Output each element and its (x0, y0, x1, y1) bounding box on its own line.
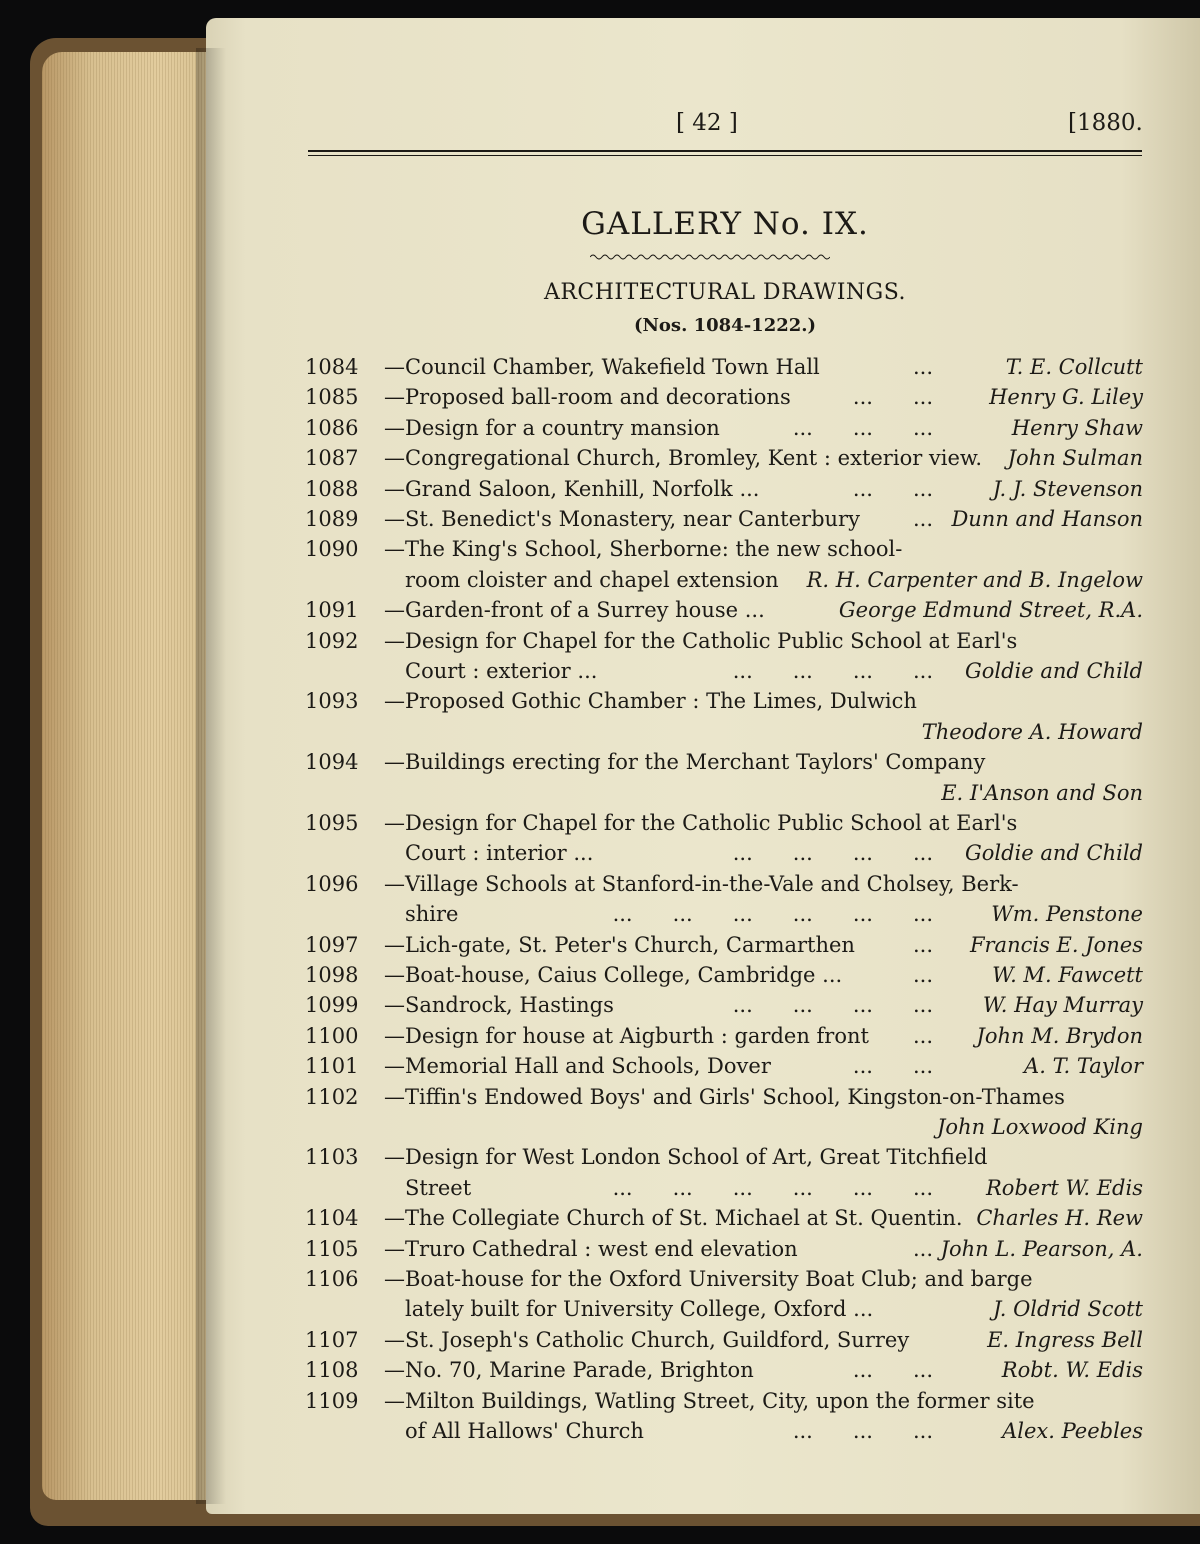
entry-artist: Henry G. Liley (989, 385, 1143, 409)
entry-artist: John M. Brydon (976, 1024, 1143, 1048)
entry-title: —Lich-gate, St. Peter's Church, Carmarthen (384, 933, 855, 957)
catalogue-entry-line (305, 717, 1143, 747)
entry-title: —Design for West London School of Art, Great Titchfield (384, 1145, 988, 1169)
entry-title: —Memorial Hall and Schools, Dover (384, 1054, 771, 1078)
entry-title: —Truro Cathedral : west end elevation (384, 1237, 798, 1261)
entry-artist: W. M. Fawcett (992, 963, 1143, 987)
entry-title: of All Hallows' Church (405, 1419, 644, 1443)
catalogue-entry-line (305, 413, 1143, 443)
entry-title: Court : interior ... (405, 841, 594, 865)
entry-number: 1101 (305, 1054, 359, 1078)
catalogue-entry-line (305, 595, 1143, 625)
entry-number: 1100 (305, 1024, 359, 1048)
gallery-title: GALLERY No. IX. (581, 206, 869, 242)
entry-artist: Alex. Peebles (1002, 1419, 1143, 1443)
catalogue-entry-line (305, 1234, 1143, 1264)
entry-title: —St. Benedict's Monastery, near Canterbury (384, 507, 860, 531)
entry-artist: R. H. Carpenter and B. Ingelow (806, 568, 1143, 592)
entry-title: —Garden-front of a Surrey house ... (384, 598, 765, 622)
leader-dots: ... (912, 963, 933, 987)
entry-number: 1093 (305, 689, 359, 713)
entry-number: 1109 (305, 1389, 359, 1413)
entry-artist: A. T. Taylor (1024, 1054, 1143, 1078)
entry-number: 1106 (305, 1267, 359, 1291)
entry-title: —Design for a country mansion (384, 416, 720, 440)
entry-artist: Robert W. Edis (985, 1176, 1143, 1200)
catalogue-entry-line (305, 1051, 1143, 1081)
entry-artist: John Sulman (1007, 446, 1143, 470)
entry-number: 1084 (305, 355, 359, 379)
leader-dots: ... ... (852, 477, 933, 501)
entry-number: 1104 (305, 1206, 359, 1230)
catalogue-entry-line (305, 686, 1143, 716)
entry-title: —The Collegiate Church of St. Michael at St. Quentin. (384, 1206, 963, 1230)
entry-artist: E. I'Anson and Son (941, 781, 1143, 805)
catalogue-entry-line (305, 626, 1143, 656)
entry-title: —Tiffin's Endowed Boys' and Girls' School, Kingston-on-Thames (384, 1085, 1065, 1109)
catalogue-entry-line (305, 1173, 1143, 1203)
entry-title: Court : exterior ... (405, 659, 598, 683)
entry-artist: George Edmund Street, R.A. (838, 598, 1143, 622)
entry-number: 1096 (305, 872, 359, 896)
entry-number: 1094 (305, 750, 359, 774)
leader-dots: ... (912, 933, 933, 957)
leader-dots: ... (912, 1024, 933, 1048)
entry-number: 1098 (305, 963, 359, 987)
entry-number: 1087 (305, 446, 359, 470)
entry-artist: Theodore A. Howard (921, 720, 1143, 744)
entry-artist: Goldie and Child (964, 659, 1143, 683)
catalogue-entry-line (305, 443, 1143, 473)
catalogue-entry-line (305, 1142, 1143, 1172)
entry-artist: Francis E. Jones (969, 933, 1143, 957)
catalogue-entry-line (305, 808, 1143, 838)
page-year: [1880. (1068, 110, 1143, 136)
entry-number: 1102 (305, 1085, 359, 1109)
entry-number: 1105 (305, 1237, 359, 1261)
leader-dots: ... ... ... ... (732, 993, 933, 1017)
catalogue-entry-line (305, 1355, 1143, 1385)
entry-artist: Wm. Penstone (991, 902, 1143, 926)
leader-dots: ... (912, 1237, 933, 1261)
entry-title: —Milton Buildings, Watling Street, City, upon the former site (384, 1389, 1035, 1413)
catalogue-entry-line (305, 1294, 1143, 1324)
entry-artist: Henry Shaw (1011, 416, 1143, 440)
entry-number: 1091 (305, 598, 359, 622)
entry-artist: Dunn and Hanson (951, 507, 1143, 531)
catalogue-entry-line (305, 1203, 1143, 1233)
entry-title: —Proposed ball-room and decorations (384, 385, 791, 409)
catalogue-entry-line (305, 565, 1143, 595)
entry-title: Street (405, 1176, 472, 1200)
entry-title: —Boat-house, Caius College, Cambridge ... (384, 963, 843, 987)
leader-dots: ... ... (852, 385, 933, 409)
entry-number: 1089 (305, 507, 359, 531)
entry-title: shire (405, 902, 459, 926)
leader-dots: ... (912, 507, 933, 531)
leader-dots: ... ... ... ... ... ... (612, 1176, 933, 1200)
entry-number: 1107 (305, 1328, 359, 1352)
leader-dots: ... ... ... (792, 416, 933, 440)
leader-dots: ... ... ... ... (732, 659, 933, 683)
entry-title: —Village Schools at Stanford-in-the-Vale and Cholsey, Berk- (384, 872, 1019, 896)
catalogue-entry-line (305, 930, 1143, 960)
entry-title: lately built for University College, Oxford ... (405, 1297, 874, 1321)
entry-title: —Design for Chapel for the Catholic Public School at Earl's (384, 629, 1018, 653)
entry-artist: W. Hay Murray (982, 993, 1143, 1017)
catalogue-entry-line (305, 778, 1143, 808)
entry-artist: E. Ingress Bell (987, 1328, 1143, 1352)
catalogue-range: (Nos. 1084-1222.) (633, 315, 817, 336)
entry-artist: Goldie and Child (964, 841, 1143, 865)
entry-number: 1090 (305, 537, 359, 561)
leader-dots: ... ... ... ... ... ... (612, 902, 933, 926)
wavy-divider (590, 252, 830, 262)
entry-artist: John Loxwood King (937, 1115, 1143, 1139)
entry-artist: John L. Pearson, A. (940, 1237, 1143, 1261)
entry-artist: J. J. Stevenson (992, 477, 1143, 501)
catalogue-entry-line (305, 990, 1143, 1020)
catalogue-entry-line (305, 352, 1143, 382)
leader-dots: ... ... (852, 1358, 933, 1382)
section-subtitle: ARCHITECTURAL DRAWINGS. (543, 280, 907, 305)
entry-number: 1092 (305, 629, 359, 653)
catalogue-entry-line (305, 504, 1143, 534)
entry-artist: T. E. Collcutt (1005, 355, 1143, 379)
leader-dots: ... (912, 355, 933, 379)
catalogue-entry-line (305, 1264, 1143, 1294)
entry-number: 1108 (305, 1358, 359, 1382)
entry-title: —The King's School, Sherborne: the new school- (384, 537, 903, 561)
catalogue-entry-line (305, 838, 1143, 868)
header-rule-thin (308, 155, 1142, 156)
entry-title: —St. Joseph's Catholic Church, Guildford, Surrey (384, 1328, 910, 1352)
leader-dots: ... ... ... ... (732, 841, 933, 865)
catalogue-entry-line (305, 1082, 1143, 1112)
catalogue-entry-line (305, 534, 1143, 564)
entry-number: 1103 (305, 1145, 359, 1169)
entry-title: —Proposed Gothic Chamber : The Limes, Dulwich (384, 689, 917, 713)
leader-dots: ... ... ... (792, 1419, 933, 1443)
catalogue-entry-line (305, 474, 1143, 504)
page-edges (42, 52, 208, 1500)
catalogue-entry-line (305, 1386, 1143, 1416)
entry-title: —Buildings erecting for the Merchant Taylors' Company (384, 750, 986, 774)
entry-number: 1095 (305, 811, 359, 835)
entry-number: 1099 (305, 993, 359, 1017)
catalogue-entry-line (305, 869, 1143, 899)
entry-title: —No. 70, Marine Parade, Brighton (384, 1358, 754, 1382)
catalogue-entry-line (305, 960, 1143, 990)
catalogue-entry-line (305, 1325, 1143, 1355)
entry-title: —Council Chamber, Wakefield Town Hall (384, 355, 820, 379)
entry-title: room cloister and chapel extension (405, 568, 779, 592)
entry-artist: Charles H. Rew (976, 1206, 1143, 1230)
entry-artist: J. Oldrid Scott (992, 1297, 1143, 1321)
catalogue-entry-line (305, 1416, 1143, 1446)
entry-title: —Congregational Church, Bromley, Kent : exterior view. (384, 446, 983, 470)
catalogue-entry-line (305, 1112, 1143, 1142)
catalogue-entry-line (305, 747, 1143, 777)
gutter-shadow (196, 48, 226, 1504)
entry-title: —Design for Chapel for the Catholic Public School at Earl's (384, 811, 1018, 835)
entry-number: 1097 (305, 933, 359, 957)
entry-artist: Robt. W. Edis (1001, 1358, 1143, 1382)
entry-number: 1085 (305, 385, 359, 409)
entry-title: —Sandrock, Hastings (384, 993, 614, 1017)
entry-number: 1088 (305, 477, 359, 501)
catalogue-entry-line (305, 656, 1143, 686)
catalogue-entry-line (305, 382, 1143, 412)
entry-title: —Boat-house for the Oxford University Boat Club; and barge (384, 1267, 1033, 1291)
entry-number: 1086 (305, 416, 359, 440)
catalogue-entry-line (305, 1021, 1143, 1051)
catalogue-entry-line (305, 899, 1143, 929)
page-number: [ 42 ] (676, 110, 738, 136)
header-rule (308, 150, 1142, 152)
entry-title: —Design for house at Aigburth : garden front (384, 1024, 869, 1048)
leader-dots: ... ... (852, 1054, 933, 1078)
entry-title: —Grand Saloon, Kenhill, Norfolk ... (384, 477, 760, 501)
